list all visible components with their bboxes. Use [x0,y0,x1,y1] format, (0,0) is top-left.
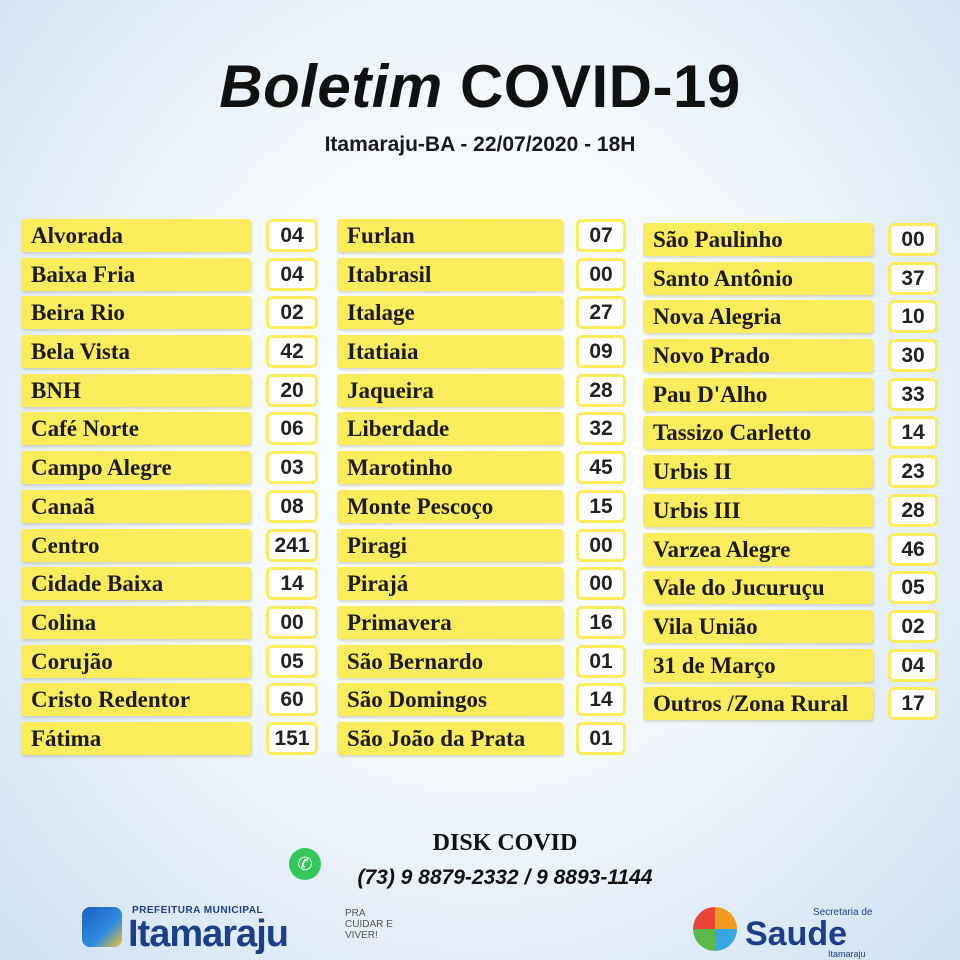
secretaria-label: Secretaria de [813,907,873,918]
secretaria-name: Saude [745,915,848,953]
page-subtitle: Itamaraju-BA - 22/07/2020 - 18H [324,133,636,156]
prefeitura-emblem-icon [82,907,122,947]
neighborhood-name: Tassizo Carletto [643,416,873,449]
case-count: 241 [266,529,318,562]
case-count: 14 [576,683,626,716]
case-count: 01 [576,722,626,755]
neighborhood-name: Outros /Zona Rural [643,687,873,720]
neighborhood-name: Itatiaia [337,335,563,368]
case-count: 20 [266,374,318,407]
disk-covid-title: DISK COVID [432,830,578,856]
case-count: 08 [266,490,318,523]
neighborhood-name: Baixa Fria [21,258,251,291]
saude-people-icon [693,907,737,951]
neighborhood-name: Canaã [21,490,251,523]
case-count: 09 [576,335,626,368]
case-count: 30 [888,339,938,372]
prefeitura-city: Itamaraju [128,913,288,955]
case-count: 10 [888,300,938,333]
case-count: 15 [576,490,626,523]
neighborhood-name: 31 de Março [643,649,873,682]
case-count: 00 [576,529,626,562]
slogan: PRA CUIDAR E VIVER! [345,908,393,941]
case-count: 00 [576,567,626,600]
case-count: 28 [576,374,626,407]
case-count: 33 [888,378,938,411]
neighborhood-name: Varzea Alegre [643,533,873,566]
neighborhood-name: Corujão [21,645,251,678]
case-count: 02 [266,296,318,329]
disk-covid-phones: (73) 9 8879-2332 / 9 8893-1144 [357,866,653,889]
case-count: 45 [576,451,626,484]
neighborhood-name: Urbis II [643,455,873,488]
case-count: 42 [266,335,318,368]
neighborhood-name: Cidade Baixa [21,567,251,600]
title-covid: COVID-19 [459,53,741,120]
case-count: 46 [888,533,938,566]
neighborhood-name: Liberdade [337,412,563,445]
page-title [0,52,960,121]
neighborhood-name: Monte Pescoço [337,490,563,523]
neighborhood-name: Vila União [643,610,873,643]
case-count: 60 [266,683,318,716]
case-count: 00 [888,223,938,256]
neighborhood-name: Santo Antônio [643,262,873,295]
neighborhood-name: São Bernardo [337,645,563,678]
case-count: 04 [266,258,318,291]
neighborhood-name: Pau D'Alho [643,378,873,411]
secretaria-city: Itamaraju [828,949,866,959]
case-count: 27 [576,296,626,329]
neighborhood-name: São João da Prata [337,722,563,755]
neighborhood-name: Italage [337,296,563,329]
neighborhood-name: Urbis III [643,494,873,527]
neighborhood-name: Marotinho [337,451,563,484]
case-count: 04 [266,219,318,252]
case-count: 05 [888,571,938,604]
case-count: 14 [888,416,938,449]
neighborhood-name: São Paulinho [643,223,873,256]
neighborhood-name: Campo Alegre [21,451,251,484]
case-count: 00 [576,258,626,291]
neighborhood-name: Piragi [337,529,563,562]
case-count: 17 [888,687,938,720]
neighborhood-name: Beira Rio [21,296,251,329]
neighborhood-name: Centro [21,529,251,562]
neighborhood-name: Fátima [21,722,251,755]
neighborhood-name: Pirajá [337,567,563,600]
neighborhood-name: Furlan [337,219,563,252]
prefeitura-label: PREFEITURA MUNICIPAL [132,905,264,916]
case-count: 151 [266,722,318,755]
whatsapp-icon: ✆ [289,848,321,880]
case-count: 14 [266,567,318,600]
neighborhood-name: Colina [21,606,251,639]
case-count: 32 [576,412,626,445]
neighborhood-name: Vale do Jucuruçu [643,571,873,604]
neighborhood-name: Primavera [337,606,563,639]
case-count: 02 [888,610,938,643]
neighborhood-name: Jaqueira [337,374,563,407]
neighborhood-name: Café Norte [21,412,251,445]
neighborhood-name: Nova Alegria [643,300,873,333]
case-count: 07 [576,219,626,252]
title-boletim: Boletim [219,53,443,120]
neighborhood-name: Bela Vista [21,335,251,368]
case-count: 05 [266,645,318,678]
neighborhood-name: São Domingos [337,683,563,716]
case-count: 28 [888,494,938,527]
case-count: 16 [576,606,626,639]
case-count: 23 [888,455,938,488]
case-count: 06 [266,412,318,445]
neighborhood-name: Cristo Redentor [21,683,251,716]
secretaria-saude-logo [693,903,883,958]
case-count: 01 [576,645,626,678]
case-count: 03 [266,451,318,484]
neighborhood-name: BNH [21,374,251,407]
case-count: 04 [888,649,938,682]
case-count: 37 [888,262,938,295]
case-count: 00 [266,606,318,639]
neighborhood-name: Itabrasil [337,258,563,291]
neighborhood-name: Novo Prado [643,339,873,372]
neighborhood-name: Alvorada [21,219,251,252]
